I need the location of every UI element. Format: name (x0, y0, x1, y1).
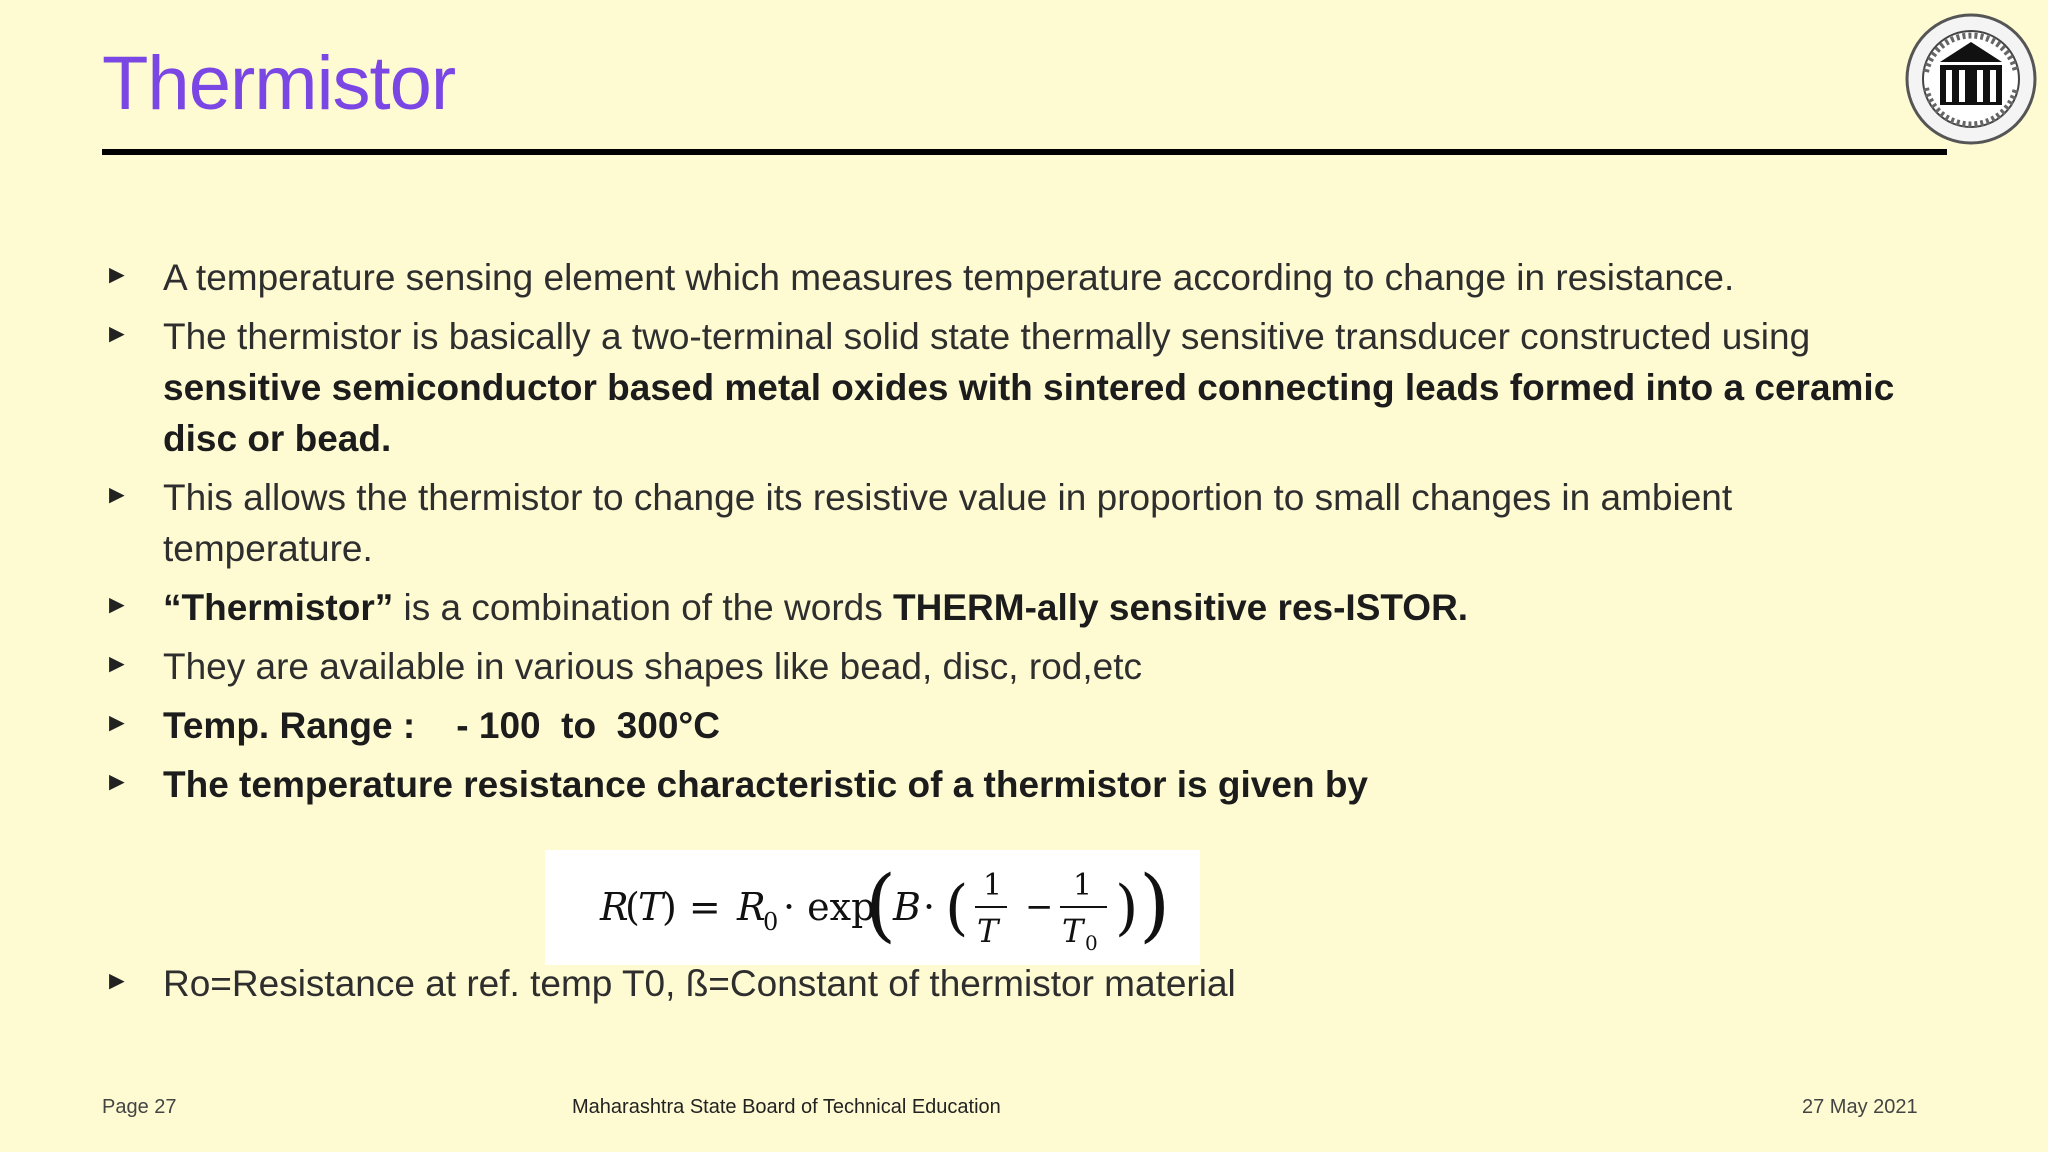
bullet-text-bold: THERM-ally sensitive res-ISTOR. (893, 587, 1469, 628)
svg-text:R: R (600, 885, 629, 929)
bullet-item (102, 582, 1942, 633)
bullet-triangle-icon: ► (104, 589, 130, 619)
svg-text:T: T (977, 912, 999, 950)
bullet-item (102, 252, 1942, 303)
svg-text:(: ( (945, 873, 969, 943)
msbte-logo-icon (1904, 12, 2038, 146)
svg-text:· exp: · exp (783, 885, 876, 929)
svg-text:T: T (638, 885, 664, 929)
bullet-text-bold: “Thermistor” (163, 587, 394, 628)
bullet-text: The thermistor is basically a two-terminal solid state thermally sensitive transducer constructed using (163, 316, 1811, 357)
svg-text:B: B (893, 885, 921, 929)
bullet-text: Ro=Resistance at ref. temp T0, ß=Constant of thermistor material (163, 963, 1236, 1004)
bullet-triangle-icon: ► (104, 318, 130, 348)
svg-text:1: 1 (983, 868, 1003, 903)
bullet-list (102, 252, 1942, 818)
formula (545, 850, 1200, 965)
bullet-text: This allows the thermistor to change its resistive value in proportion to small changes in ambient temperature. (163, 477, 1733, 569)
bullet-list-continued (102, 958, 1942, 1017)
formula-image (545, 850, 1200, 965)
svg-text:(: ( (625, 885, 640, 929)
footer-organization: Maharashtra State Board of Technical Education (572, 1096, 1001, 1118)
bullet-triangle-icon: ► (104, 766, 130, 796)
bullet-text: A temperature sensing element which measures temperature according to change in resistance. (163, 257, 1735, 298)
bullet-item (102, 311, 1942, 464)
footer-date: 27 May 2021 (1802, 1096, 1918, 1118)
bullet-triangle-icon: ► (104, 479, 130, 509)
bullet-triangle-icon: ► (104, 259, 130, 289)
bullet-triangle-icon: ► (104, 965, 130, 995)
svg-text:1: 1 (1073, 868, 1093, 903)
slide-title: Thermistor (102, 41, 456, 126)
bullet-triangle-icon: ► (104, 707, 130, 737)
svg-text:0: 0 (1085, 931, 1098, 955)
bullet-text-bold: sensitive semiconductor based metal oxides with sintered connecting leads formed into a ceramic disc or bead. (163, 367, 1895, 459)
bullet-text-bold: The temperature resistance characteristic of a thermistor is given by (163, 764, 1369, 805)
svg-text:·: · (923, 885, 936, 929)
svg-text:): ) (1139, 858, 1171, 951)
svg-text:R: R (737, 885, 766, 929)
bullet-text: They are available in various shapes like bead, disc, rod,etc (163, 646, 1142, 687)
svg-text:) =: ) = (662, 885, 721, 929)
svg-text:(: ( (865, 858, 897, 951)
footer-page-number: Page 27 (102, 1096, 177, 1118)
bullet-text: is a combination of the words (393, 587, 894, 628)
svg-text:−: − (1025, 887, 1054, 927)
svg-text:): ) (1115, 873, 1139, 943)
bullet-item (102, 700, 1942, 751)
svg-text:T: T (1062, 912, 1084, 950)
title-divider (102, 149, 1947, 155)
bullet-item (102, 472, 1942, 574)
bullet-item (102, 641, 1942, 692)
bullet-item (102, 759, 1942, 810)
bullet-text-bold: Temp. Range : - 100 to 300°C (163, 705, 720, 746)
bullet-item (102, 958, 1942, 1009)
bullet-triangle-icon: ► (104, 648, 130, 678)
svg-text:0: 0 (763, 908, 779, 936)
